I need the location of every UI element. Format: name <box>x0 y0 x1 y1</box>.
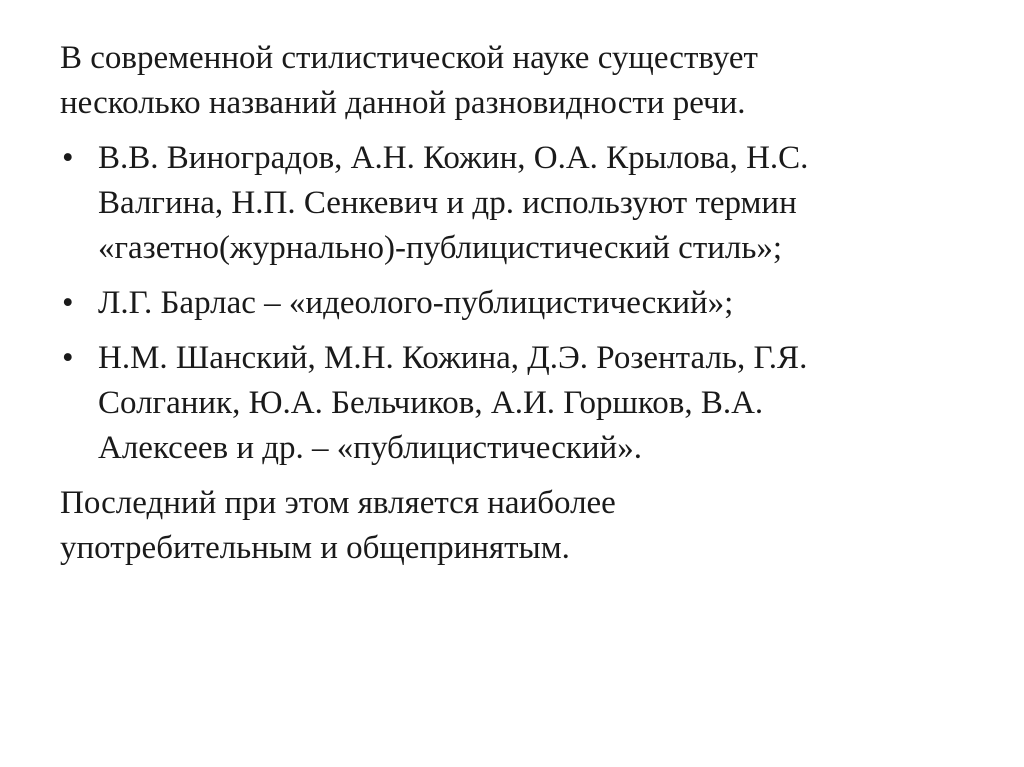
slide-content <box>60 36 950 581</box>
intro-paragraph <box>60 36 950 126</box>
bullet-line: Алексеев и др. – «публицистический». <box>98 430 642 466</box>
conclusion-paragraph <box>60 481 950 571</box>
conclusion-line: употребительным и общепринятым. <box>60 530 570 566</box>
bullet-line: «газетно(журнально)-публицистический стиль»; <box>98 230 783 266</box>
intro-line: В современной стилистической науке существует <box>60 40 758 76</box>
bullet-item-authors-1 <box>60 136 950 271</box>
bullet-icon: • <box>62 340 74 376</box>
bullet-item-authors-2 <box>60 336 950 471</box>
bullet-line: Л.Г. Барлас – «идеолого-публицистический»; <box>98 285 734 321</box>
bullet-line: Солганик, Ю.А. Бельчиков, А.И. Горшков, В.А. <box>98 385 764 421</box>
bullet-line: В.В. Виноградов, А.Н. Кожин, О.А. Крылова, Н.С. <box>98 140 809 176</box>
bullet-line: Валгина, Н.П. Сенкевич и др. используют термин <box>98 185 797 221</box>
conclusion-line: Последний при этом является наиболее <box>60 485 616 521</box>
bullet-line: Н.М. Шанский, М.Н. Кожина, Д.Э. Розенталь, Г.Я. <box>98 340 808 376</box>
intro-line: несколько названий данной разновидности речи. <box>60 85 746 121</box>
bullet-icon: • <box>62 140 74 176</box>
bullet-list <box>60 136 950 471</box>
bullet-icon: • <box>62 285 74 321</box>
bullet-item-barlas <box>60 281 950 326</box>
